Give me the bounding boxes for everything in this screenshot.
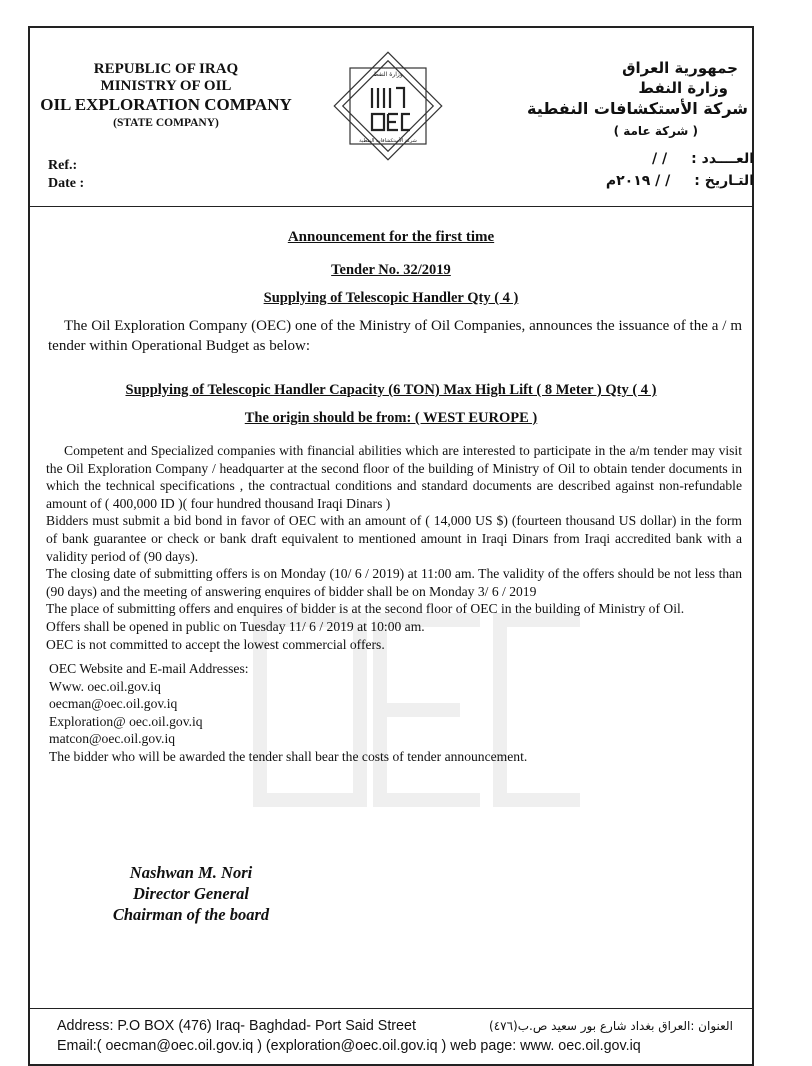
date-label: Date : bbox=[48, 176, 85, 191]
ar-ref-value: / / bbox=[652, 151, 668, 167]
tender-detail: Supplying of Telescopic Handler Capacity (6 TON) Max High Lift ( 8 Meter ) Qty ( 4 ) bbox=[125, 382, 657, 398]
header-divider bbox=[30, 206, 752, 207]
announcement-title: Announcement for the first time bbox=[287, 229, 495, 245]
email-exploration[interactable]: Exploration@ oec.oil.gov.iq bbox=[49, 713, 203, 729]
country-name-ar: جمهورية العراق bbox=[622, 59, 738, 77]
signatory-title2: Chairman of the board bbox=[112, 905, 270, 924]
tender-body bbox=[46, 442, 742, 653]
header-arabic bbox=[527, 58, 748, 142]
body-paragraph: Offers shall be opened in public on Tuesday 11/ 6 / 2019 at 10:00 am. bbox=[46, 618, 425, 634]
origin-line: The origin should be from: ( WEST EUROPE ) bbox=[244, 410, 538, 426]
ref-label: Ref.: bbox=[48, 158, 78, 173]
tender-subject: Supplying of Telescopic Handler Qty ( 4 ) bbox=[263, 290, 519, 306]
ar-date-label: التـاريخ : bbox=[694, 173, 754, 189]
company-name: OIL EXPLORATION COMPANY bbox=[40, 95, 292, 114]
body-paragraph: The place of submitting offers and enquires of bidder is at the second floor of OEC in the building of Ministry of Oil. bbox=[46, 601, 685, 617]
footer-address-ar: العنوان :العراق بغداد شارع بور سعيد ص.ب(٤٧٦) bbox=[489, 1019, 733, 1033]
footer-address: Address: P.O BOX (476) Iraq- Baghdad- Port Said Street bbox=[57, 1018, 416, 1034]
body-paragraph: The closing date of submitting offers is on Monday (10/ 6 / 2019) at 11:00 am. The validity of the offers should be not less than (90 days) and the meeting of answering enquires of bidder shall be on Monday 3/ 6 / 2019 bbox=[46, 566, 742, 599]
ministry-name: MINISTRY OF OIL bbox=[100, 78, 232, 94]
website-link[interactable]: Www. oec.oil.gov.iq bbox=[49, 678, 161, 694]
email-matcon[interactable]: matcon@oec.oil.gov.iq bbox=[49, 731, 176, 747]
footer-contact-line: Email:( oecman@oec.oil.gov.iq ) (exploration@oec.oil.gov.iq ) web page: www. oec.oil.gov.iq bbox=[57, 1038, 641, 1054]
signatory-title: Director General bbox=[133, 884, 249, 903]
footer bbox=[57, 1016, 733, 1056]
country-name: REPUBLIC OF IRAQ bbox=[93, 61, 239, 77]
oec-logo bbox=[328, 46, 448, 166]
ministry-name-ar: وزارة النفط bbox=[638, 79, 728, 97]
company-name-ar: شركة الأستكشافات النفطية bbox=[526, 99, 748, 118]
ar-date-value: / / ٢٠١٩م bbox=[605, 173, 671, 189]
contacts-heading: OEC Website and E-mail Addresses: bbox=[49, 661, 249, 676]
company-type: (STATE COMPANY) bbox=[113, 117, 219, 129]
signature-block bbox=[96, 862, 286, 925]
logo-bottom-text: شركة الأستكشافات النفطية bbox=[359, 138, 417, 144]
company-type-ar: ( شركة عامة ) bbox=[613, 124, 698, 138]
logo-top-text: وزارة النفط bbox=[373, 71, 403, 78]
contacts-block bbox=[49, 660, 527, 766]
body-paragraph: OEC is not committed to accept the lowest commercial offers. bbox=[46, 636, 385, 652]
body-paragraph: Competent and Specialized companies with financial abilities which are interested to participate in the a/m tender may visit the Oil Exploration Company / headquarter at the second floor of the building of Ministry of Oil to obtain tender documents in which the technical specifications , the contractual conditions and standard documents are described against non-refundable amount of ( 400,000 ID )( four hundred thousand Iraqi Dinars ) bbox=[46, 443, 742, 511]
body-paragraph: Bidders must submit a bid bond in favor of OEC with an amount of ( 14,000 US $) (fourteen thousand US dollar) in the form of bank guarantee or check or bank draft equivalent to mentioned amount in Iraqi Dinars from Iraqi accredited bank with a validity period of (90 days). bbox=[46, 513, 742, 564]
arabic-ref-date bbox=[606, 148, 754, 192]
ref-date-block bbox=[48, 157, 84, 193]
intro-paragraph: The Oil Exploration Company (OEC) one of the Ministry of Oil Companies, announces the issuance of the a / m tender within Operational Budget as below: bbox=[48, 318, 742, 354]
header-english bbox=[30, 61, 302, 132]
tender-number: Tender No. 32/2019 bbox=[331, 262, 451, 278]
cost-note: The bidder who will be awarded the tender shall bear the costs of tender announcement. bbox=[49, 748, 528, 764]
footer-divider bbox=[30, 1008, 752, 1009]
email-oecman[interactable]: oecman@oec.oil.gov.iq bbox=[49, 696, 178, 712]
ar-ref-label: العــــدد : bbox=[691, 151, 754, 167]
signatory-name: Nashwan M. Nori bbox=[129, 863, 253, 882]
